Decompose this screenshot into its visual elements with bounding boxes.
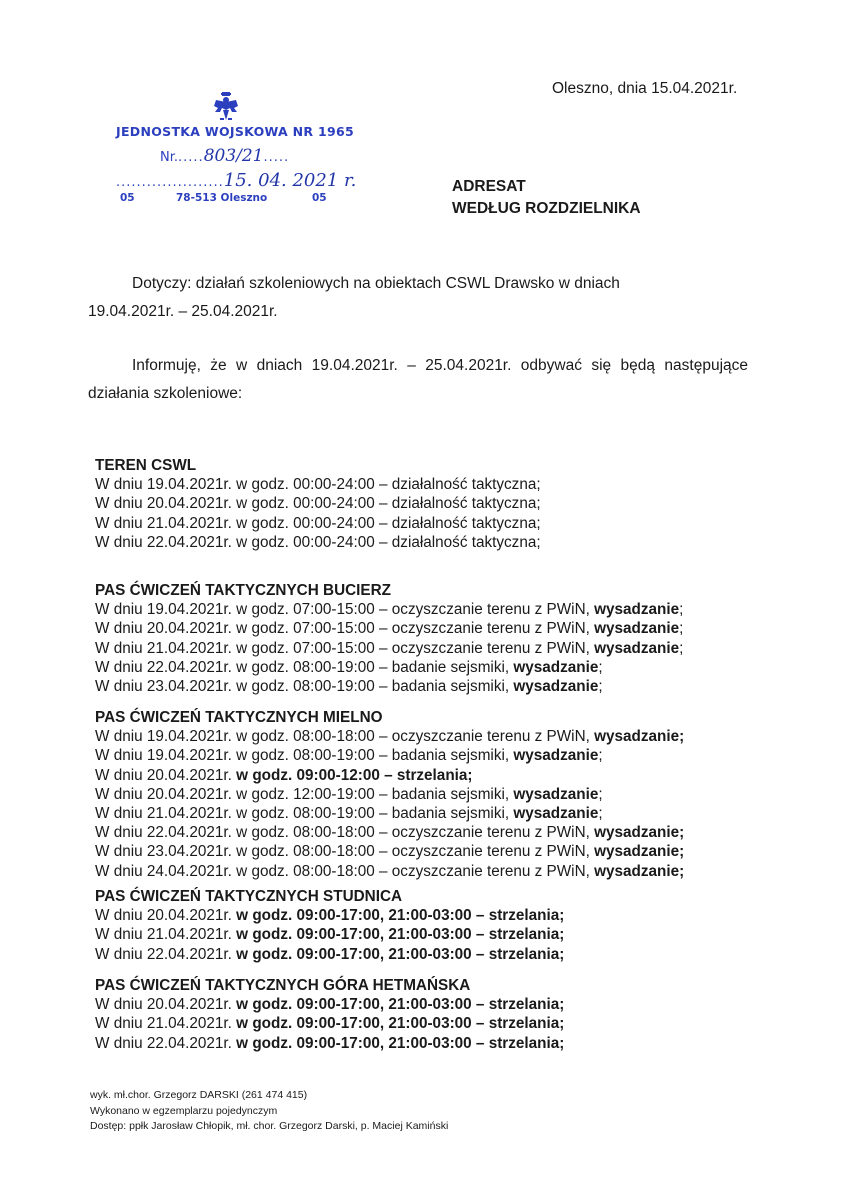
stamp-date-value: 15. 04. 2021 r. (223, 170, 357, 191)
stamp-unit-name: JEDNOSTKA WOJSKOWA NR 1965 (116, 124, 354, 139)
stamp-right-code: 05 (312, 192, 327, 204)
subject-text-2: 19.04.2021r. – 25.04.2021r. (88, 303, 278, 320)
schedule-row: W dniu 19.04.2021r. w godz. 07:00-15:00 – oczyszczanie terenu z PWiN, wysadzanie; (95, 601, 684, 619)
schedule-row: W dniu 19.04.2021r. w godz. 08:00-18:00 – oczyszczanie terenu z PWiN, wysadzanie; (95, 728, 685, 746)
section-gora-hetmanska (95, 976, 564, 1053)
registry-stamp (112, 90, 357, 220)
section-title: PAS ĆWICZEŃ TAKTYCZNYCH MIELNO (95, 709, 383, 726)
footer-notes (90, 1088, 448, 1135)
schedule-row: W dniu 20.04.2021r. w godz. 09:00-17:00, 21:00-03:00 – strzelania; (95, 907, 565, 925)
stamp-nr-label: Nr. (160, 150, 179, 165)
section-title: PAS ĆWICZEŃ TAKTYCZNYCH STUDNICA (95, 888, 403, 905)
schedule-row: W dniu 21.04.2021r. w godz. 09:00-17:00, 21:00-03:00 – strzelania; (95, 1015, 565, 1033)
schedule-row: W dniu 20.04.2021r. w godz. 12:00-19:00 – badania sejsmiki, wysadzanie; (95, 785, 603, 803)
schedule-row: W dniu 20.04.2021r. w godz. 07:00-15:00 – oczyszczanie terenu z PWiN, wysadzanie; (95, 620, 684, 638)
schedule-row: W dniu 19.04.2021r. w godz. 08:00-19:00 – badania sejsmiki, wysadzanie; (95, 747, 603, 765)
stamp-date-row: .....................15. 04. 2021 r. (116, 170, 357, 191)
section-title: PAS ĆWICZEŃ TAKTYCZNYCH GÓRA HETMAŃSKA (95, 977, 471, 994)
footer-access: Dostęp: ppłk Jarosław Chłopik, mł. chor. Grzegorz Darski, p. Maciej Kamiński (90, 1120, 449, 1132)
stamp-number-row: Nr......803/21..... (160, 146, 290, 166)
schedule-row: W dniu 24.04.2021r. w godz. 08:00-18:00 – oczyszczanie terenu z PWiN, wysadzanie; (95, 862, 685, 880)
intro-line-1: Informuję, że w dniach 19.04.2021r. – 25.04.2021r. odbywać się będą następujące (132, 357, 748, 374)
schedule-row: W dniu 19.04.2021r. w godz. 00:00-24:00 – działalność taktyczna; (95, 476, 541, 494)
subject-paragraph (88, 270, 748, 326)
footer-copies: Wykonano w egzemplarzu pojedynczym (90, 1104, 278, 1117)
schedule-row: W dniu 23.04.2021r. w godz. 08:00-19:00 – badania sejsmiki, wysadzanie; (95, 678, 603, 696)
schedule-row: W dniu 22.04.2021r. w godz. 09:00-17:00, 21:00-03:00 – strzelania; (95, 1034, 565, 1052)
section-mielno (95, 708, 684, 881)
schedule-row: W dniu 20.04.2021r. w godz. 09:00-17:00, 21:00-03:00 – strzelania; (95, 996, 565, 1014)
section-title: PAS ĆWICZEŃ TAKTYCZNYCH BUCIERZ (95, 582, 392, 599)
section-bucierz (95, 581, 683, 696)
intro-line-2: działania szkoleniowe: (88, 385, 243, 402)
schedule-row: W dniu 20.04.2021r. w godz. 00:00-24:00 – działalność taktyczna; (95, 495, 541, 513)
section-studnica (95, 887, 564, 964)
schedule-row: W dniu 21.04.2021r. w godz. 09:00-17:00, 21:00-03:00 – strzelania; (95, 926, 565, 944)
section-teren-cswl (95, 456, 541, 552)
schedule-row: W dniu 22.04.2021r. w godz. 09:00-17:00, 21:00-03:00 – strzelania; (95, 945, 565, 963)
stamp-address: 78-513 Oleszno (176, 192, 268, 204)
addressee-line-2: WEDŁUG ROZDZIELNIKA (452, 200, 641, 217)
place-date: Oleszno, dnia 15.04.2021r. (552, 80, 738, 97)
schedule-row: W dniu 22.04.2021r. w godz. 00:00-24:00 – działalność taktyczna; (95, 533, 541, 551)
schedule-row: W dniu 23.04.2021r. w godz. 08:00-18:00 – oczyszczanie terenu z PWiN, wysadzanie; (95, 843, 685, 861)
section-title: TEREN CSWL (95, 457, 197, 474)
footer-author: wyk. mł.chor. Grzegorz DARSKI (261 474 415) (90, 1089, 308, 1101)
addressee-line-1: ADRESAT (452, 178, 526, 195)
schedule-row: W dniu 22.04.2021r. w godz. 08:00-19:00 – badanie sejsmiki, wysadzanie; (95, 658, 603, 676)
addressee-block (452, 176, 641, 220)
schedule-row: W dniu 21.04.2021r. w godz. 07:00-15:00 – oczyszczanie terenu z PWiN, wysadzanie; (95, 639, 684, 657)
stamp-left-code: 05 (120, 192, 135, 204)
subject-text: działań szkoleniowych na obiektach CSWL Drawsko w dniach (191, 275, 620, 292)
intro-paragraph (88, 352, 748, 408)
subject-label: Dotyczy: (132, 275, 192, 292)
eagle-emblem-icon (212, 92, 240, 122)
schedule-row: W dniu 21.04.2021r. w godz. 00:00-24:00 – działalność taktyczna; (95, 514, 541, 532)
schedule-row: W dniu 21.04.2021r. w godz. 08:00-19:00 – badania sejsmiki, wysadzanie; (95, 805, 603, 823)
stamp-nr-value: 803/21 (203, 146, 264, 166)
schedule-row: W dniu 22.04.2021r. w godz. 08:00-18:00 – oczyszczanie terenu z PWiN, wysadzanie; (95, 824, 685, 842)
schedule-row: W dniu 20.04.2021r. w godz. 09:00-12:00 – strzelania; (95, 766, 473, 784)
